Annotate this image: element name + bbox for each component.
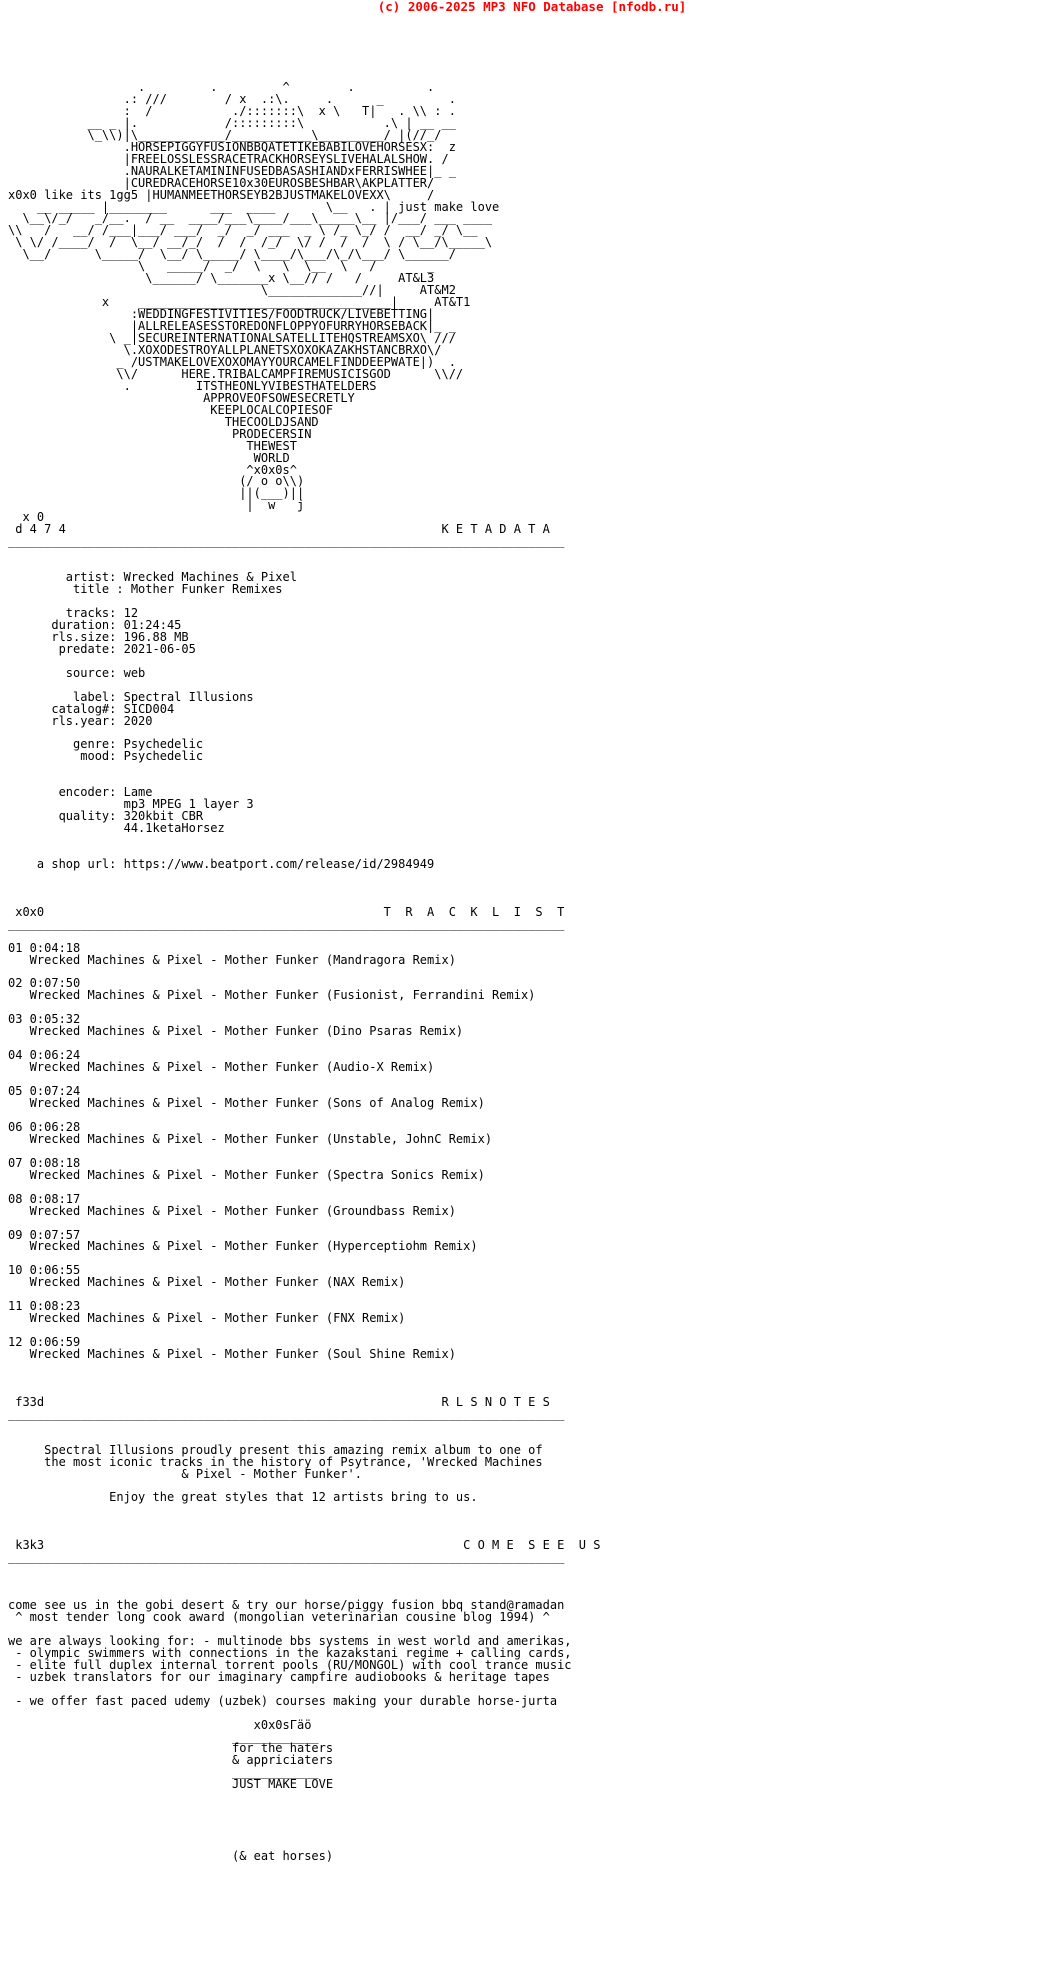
nfo-content: . . ^ . . .: /// / x .:\. . _ . : / ./:::::::\ x \ T| . \\ : . __ _ |. /:::::::::\ .\ | __ __ \_\\)|\____________/___________\_________/ |(//_/ .HORSEPIGGYFUSIONBBQATETIKEBABILOVEHORSESX: z |FREELOSSLESSRACETRACKHORSEYSLIVEHALALSHOW. / .NAURALKETAMININFUSEDBASASHIANDxFERRISWHEE|_ _ |CUREDRACEHORSE10x30EUROSBESHBAR\AKPLATTER/ x0x0 like its 1gg5 |HUMANMEETHORSEYB2BJUSTMAKELOVEXX\ / __ _____ |________ ___ ____ \__ . | just make love \__\/_/ _/__. / __ ____/___\____/___\_____\__ |/___/ ___ ____ \\ / __/ /___|___/ ___/ _/ _/ ___ _ \ /_ \_/ / __/ _/ \__ \ \/ /____/ / \__/ __/_/ / / /_/ \/ / / / \ / \__/\_____\ \__/ \_____/ \__/ \_____/ \____/\___/\_/\___/ \______/ \ _____/ _/ \ \ \__ \ / _ \______/ \_______x \__// / / AT&L3 \_____________//| AT&M2 x ___________________________________| AT&T1 :WEDDINGFESTIVITIES/FOODTRUCK/LIVEBETTING| |ALLRELEASESSTOREDONFLOPPYOFURRYHORSEBACK|_ _ \ _|SECUREINTERNATIONALSATELLITEHQSTREAMSXO\ /// \.XOXODESTROYALLPLANETSXOXOKAZAKHSTANCBRXO\/ _ /USTMAKELOVEXOXOMAYYOURCAMELFINDDEEPWATE|) . \\/ HERE.TRIBALCAMPFIREMUSICISGOD \\// . ITSTHEONLYVIBESTHATELDERS APPROVEOFSOWESECRETLY KEEPLOCALCOPIESOF THECOOLDJSAND PRODECERSIN THEWEST WORLD ^x0x0s^ (/ o o\\) ||(___)|| | w j x 0 d 4 7 4 K E T A D A T A _____________________________________________________________________________ artist: Wrecked Machines & Pixel title : Mother Funker Remixes tracks: 12 duration: 01:24:45 rls.size: 196.88 MB predate: 2021-06-05 source: web label: Spectral Illusions catalog#: SICD004 rls.year: 2020 genre: Psychedelic mood: Psychedelic encoder: Lame mp3 MPEG 1 layer 3 quality: 320kbit CBR 44.1ketaHorsez a shop url: https://www.beatport.com/release/id/2984949 x0x0 T R A C K L I S T _____________________________________________________________________________ 01 0:04:18 Wrecked Machines & Pixel - Mother Funker (Mandragora Remix) 02 0:07:50 Wrecked Machines & Pixel - Mother Funker (Fusionist, Ferrandini Remix) 03 0:05:32 Wrecked Machines & Pixel - Mother Funker (Dino Psaras Remix) 04 0:06:24 Wrecked Machines & Pixel - Mother Funker (Audio-X Remix) 05 0:07:24 Wrecked Machines & Pixel - Mother Funker (Sons of Analog Remix) 06 0:06:28 Wrecked Machines & Pixel - Mother Funker (Unstable, JohnC Remix) 07 0:08:18 Wrecked Machines & Pixel - Mother Funker (Spectra Sonics Remix) 08 0:08:17 Wrecked Machines & Pixel - Mother Funker (Groundbass Remix) 09 0:07:57 Wrecked Machines & Pixel - Mother Funker (Hyperceptiohm Remix) 10 0:06:55 Wrecked Machines & Pixel - Mother Funker (NAX Remix) 11 0:08:23 Wrecked Machines & Pixel - Mother Funker (FNX Remix) 12 0:06:59 Wrecked Machines & Pixel - Mother Funker (Soul Shine Remix) f33d R L S N O T E S _____________________________________________________________________________ Spectral Illusions proudly present this amazing remix album to one of the most iconic tracks in the history of Psytrance, 'Wrecked Machines & Pixel - Mother Funker'. Enjoy the great styles that 12 artists bring to us. k3k3 C O M E S E E U S _____________________________________________________________________________ come see us in the gobi desert & try our horse/piggy fusion bbq stand@ramadan ^ most tender long cook award (mongolian veterinarian cousine blog 1994) ^ we are always looking for: - multinode bbs systems in west world and amerikas, - olympic swimmers with connections in the kazakstani regime + calling cards, - elite full duplex internal torrent pools (RU/MONGOL) with cool trance music - uzbek translators for our imaginary campfire audiobooks & heritage tapes - we offer fast paced udemy (uzbek) courses making your durable horse-jurta x0x0sГäö ____________ for the haters & appriciaters ____________ JUST MAKE LOVE (& eat horses) (8, 80, 601, 1864)
copyright-notice: (c) 2006-2025 MP3 NFO Database [nfodb.ru] (377, 0, 687, 14)
